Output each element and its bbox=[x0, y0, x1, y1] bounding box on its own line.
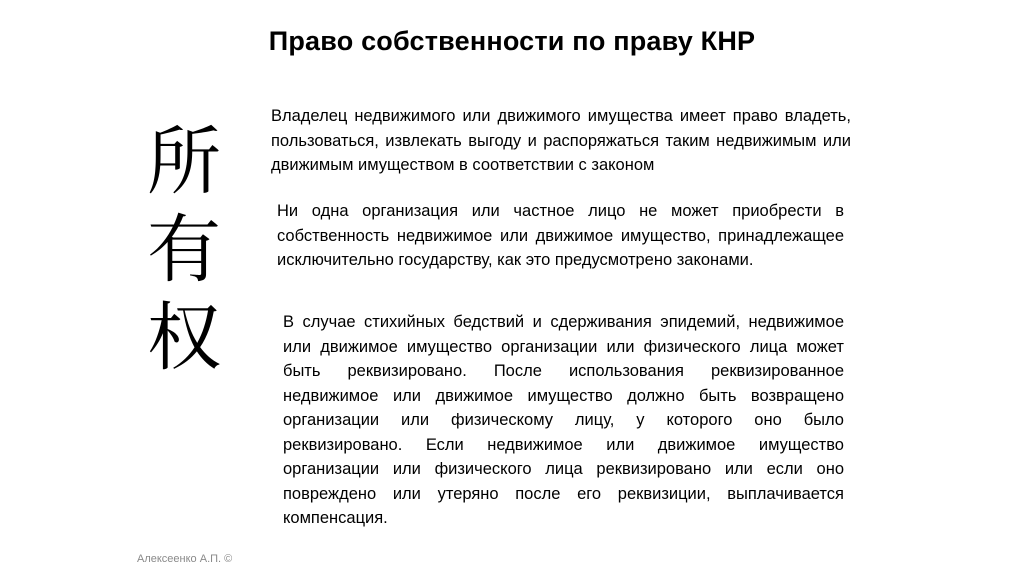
chinese-characters-vertical bbox=[138, 118, 230, 382]
slide-title: Право собственности по праву КНР bbox=[268, 26, 756, 56]
hanzi-character: 权 bbox=[147, 295, 221, 381]
paragraph-ownership-rights: Владелец недвижимого или движимого имущества имеет право владеть, пользоваться, извлекать выгоду и распоряжаться таким недвижимым или движимым имуществом в соответствии с законом bbox=[271, 107, 851, 174]
hanzi-character: 所 bbox=[147, 119, 221, 205]
author-footer: Алексеенко А.П. © bbox=[137, 553, 233, 565]
paragraph-requisition-compensation: В случае стихийных бедствий и сдерживания эпидемий, недвижимое или движимое имущество организации или физического лица может быть реквизировано. После использования реквизированное недвижимое или движимое имущество должно быть возвращено организации или физическому лицу, у которого оно было реквизировано. Если недвижимое или движимое имущество организации или физического лица реквизировано или если оно повреждено или утеряно после его реквизиции, выплачивается компенсация. bbox=[283, 313, 844, 527]
hanzi-character: 有 bbox=[147, 207, 221, 293]
paragraph-state-exclusive-property: Ни одна организация или частное лицо не может приобрести в собственность недвижимое или движимое имущество, принадлежащее исключительно государству, как это предусмотрено законами. bbox=[277, 202, 844, 269]
